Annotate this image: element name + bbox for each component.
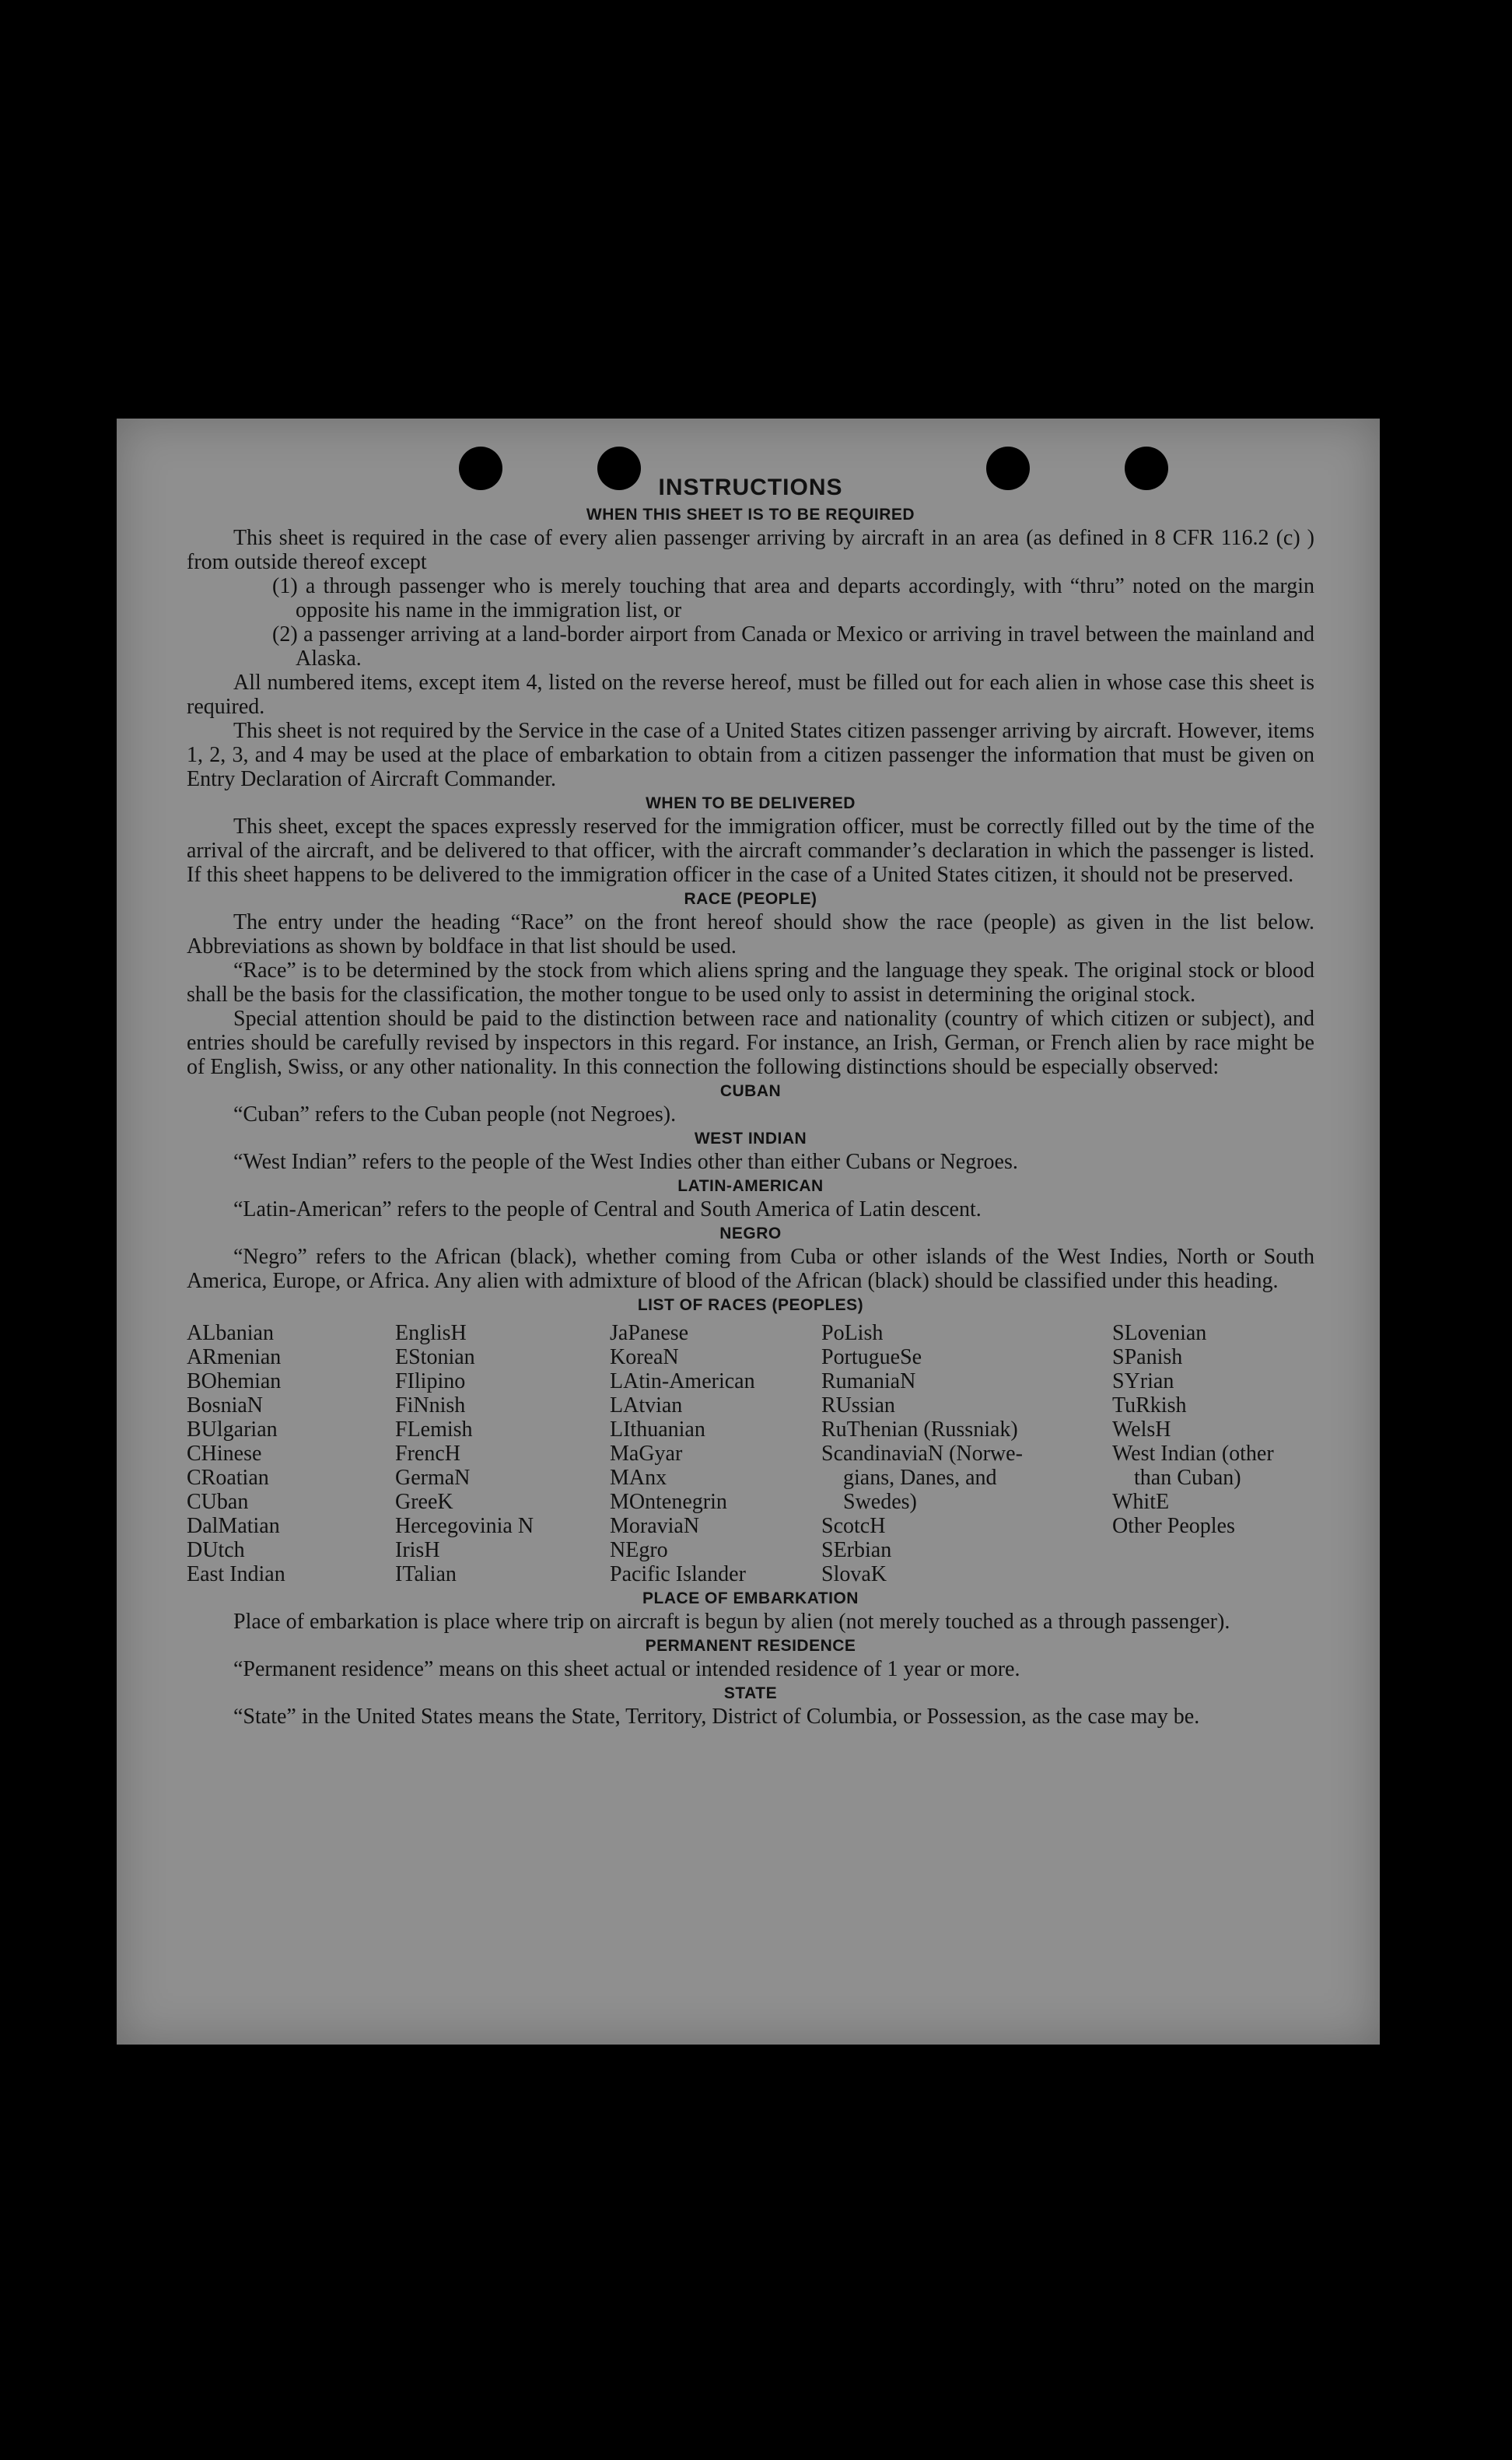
race-list-item: DUtch [187,1538,245,1562]
section-heading-when-required: WHEN THIS SHEET IS TO BE REQUIRED [586,506,915,524]
race-list-item: GreeK [395,1490,453,1514]
race-list-item: ARmenian [187,1345,282,1369]
section-heading-latin-american: LATIN-AMERICAN [677,1177,824,1195]
section-heading-list-of-races: LIST OF RACES (PEOPLES) [637,1296,864,1314]
paragraph: “West Indian” refers to the people of the West Indies other than either Cubans or Negroes. [233,1150,1018,1174]
race-list-item: MaGyar [610,1442,683,1466]
race-list-item: MAnx [610,1466,667,1490]
race-list-item: FiNnish [395,1393,466,1417]
paragraph: “Permanent residence” means on this sheet actual or intended residence of 1 year or more. [233,1657,1020,1681]
race-list-item: BosniaN [187,1393,263,1417]
race-list-item: CRoatian [187,1466,269,1490]
race-list-item: CHinese [187,1442,262,1466]
race-list-item: BUlgarian [187,1417,278,1442]
race-list-item: gians, Danes, and [843,1466,997,1490]
race-list-item: ITalian [395,1562,457,1586]
race-list-item: IrisH [395,1538,440,1562]
race-list [187,1321,1314,1586]
race-list-item: BOhemian [187,1369,282,1393]
race-list-item: Pacific Islander [610,1562,746,1586]
race-list-item: DalMatian [187,1514,280,1538]
race-list-item: East Indian [187,1562,285,1586]
race-column [1112,1321,1330,1586]
race-list-item: LIthuanian [610,1417,705,1442]
race-list-item: SErbian [821,1538,892,1562]
race-list-item: Other Peoples [1112,1514,1235,1538]
page-title: INSTRUCTIONS [658,475,843,500]
section-heading-west-indian: WEST INDIAN [694,1130,807,1148]
paragraph: The entry under the heading “Race” on the front hereof should show the race (people) as given in the list below. Abbreviations as shown by boldface in that list should be used. [187,910,1314,958]
section-heading-state: STATE [723,1684,778,1702]
paragraph: Place of embarkation is place where trip on aircraft is begun by alien (not merely touched as a through passenger). [233,1610,1230,1634]
paragraph: “State” in the United States means the State, Territory, District of Columbia, or Possession, as the case may be. [233,1705,1200,1729]
paragraph: Special attention should be paid to the distinction between race and nationality (country of which citizen or subject), and entries should be carefully revised by inspectors in this regard. For instance, an Irish, German, or French alien by race might be of English, Swiss, or any other nationality. In this connection the following distinctions should be especially observed: [187,1007,1314,1079]
race-list-item: FLemish [395,1417,473,1442]
race-list-item: LAtvian [610,1393,683,1417]
paragraph: “Negro” refers to the African (black), whether coming from Cuba or other islands of the West Indies, North or South America, Europe, or Africa. Any alien with admixture of blood of the African (black) should be classified under this heading. [187,1245,1314,1293]
paragraph: “Race” is to be determined by the stock from which aliens spring and the language they speak. The original stock or blood shall be the basis for the classification, the mother tongue to be used only to assist in determining the original stock. [187,958,1314,1007]
race-list-item: EStonian [395,1345,475,1369]
race-list-item: GermaN [395,1466,471,1490]
race-column [610,1321,821,1586]
race-list-item: FrencH [395,1442,460,1466]
paragraph: “Cuban” refers to the Cuban people (not Negroes). [233,1102,677,1127]
section-heading-race: RACE (PEOPLE) [684,890,817,908]
race-list-item: LAtin-American [610,1369,755,1393]
race-list-item: TuRkish [1112,1393,1187,1417]
race-list-item: ALbanian [187,1321,274,1345]
race-list-item: SYrian [1112,1369,1174,1393]
race-list-item: SPanish [1112,1345,1183,1369]
race-column [187,1321,395,1586]
section-heading-embarkation: PLACE OF EMBARKATION [642,1589,859,1607]
race-list-item: MoraviaN [610,1514,700,1538]
race-list-item: RuThenian (Russniak) [821,1417,1018,1442]
section-heading-when-delivered: WHEN TO BE DELIVERED [646,794,856,812]
section-heading-negro: NEGRO [719,1225,782,1242]
section-heading-permanent-residence: PERMANENT RESIDENCE [645,1637,856,1655]
section-heading-cuban: CUBAN [719,1082,782,1100]
race-list-item: West Indian (other [1112,1442,1274,1466]
paragraph: This sheet is required in the case of every alien passenger arriving by aircraft in an area (as defined in 8 CFR 116.2 (c) ) from outside thereof except [187,526,1314,574]
race-list-item: ScandinaviaN (Norwe- [821,1442,1023,1466]
race-list-item: WhitE [1112,1490,1170,1514]
race-list-item: KoreaN [610,1345,679,1369]
document-sheet [117,419,1380,2045]
paragraph: “Latin-American” refers to the people of Central and South America of Latin descent. [233,1197,982,1221]
instructions-body [187,475,1314,1729]
race-column [395,1321,610,1586]
race-list-item: Swedes) [843,1490,917,1514]
race-list-item: NEgro [610,1538,668,1562]
race-list-item: EnglisH [395,1321,467,1345]
list-item: (1) a through passenger who is merely touching that area and departs accordingly, with “thru” noted on the margin opposite his name in the immigration list, or [272,574,1314,622]
race-list-item: WelsH [1112,1417,1171,1442]
paragraph: This sheet, except the spaces expressly reserved for the immigration officer, must be correctly filled out by the time of the arrival of the aircraft, and be delivered to that officer, with the aircraft commander’s declaration in which the passenger is listed. If this sheet happens to be delivered to the immigration officer in the case of a United States citizen, it should not be preserved. [187,815,1314,887]
race-list-item: SLovenian [1112,1321,1207,1345]
paragraph: This sheet is not required by the Service in the case of a United States citizen passenger arriving by aircraft. However, items 1, 2, 3, and 4 may be used at the place of embarkation to obtain from a citizen passenger the information that must be given on Entry Declaration of Aircraft Commander. [187,719,1314,791]
race-list-item: PortugueSe [821,1345,922,1369]
race-list-item: than Cuban) [1134,1466,1241,1490]
race-list-item: FIlipino [395,1369,466,1393]
list-item: (2) a passenger arriving at a land-border airport from Canada or Mexico or arriving in travel between the mainland and Alaska. [272,622,1314,671]
race-list-item: PoLish [821,1321,884,1345]
race-list-item: MOntenegrin [610,1490,727,1514]
race-list-item: ScotcH [821,1514,886,1538]
race-list-item: RUssian [821,1393,895,1417]
paragraph: All numbered items, except item 4, listed on the reverse hereof, must be filled out for each alien in whose case this sheet is required. [187,671,1314,719]
race-list-item: Hercegovinia N [395,1514,534,1538]
race-list-item: CUban [187,1490,249,1514]
race-list-item: JaPanese [610,1321,689,1345]
race-list-item: RumaniaN [821,1369,916,1393]
race-column [821,1321,1112,1586]
race-list-item: SlovaK [821,1562,887,1586]
